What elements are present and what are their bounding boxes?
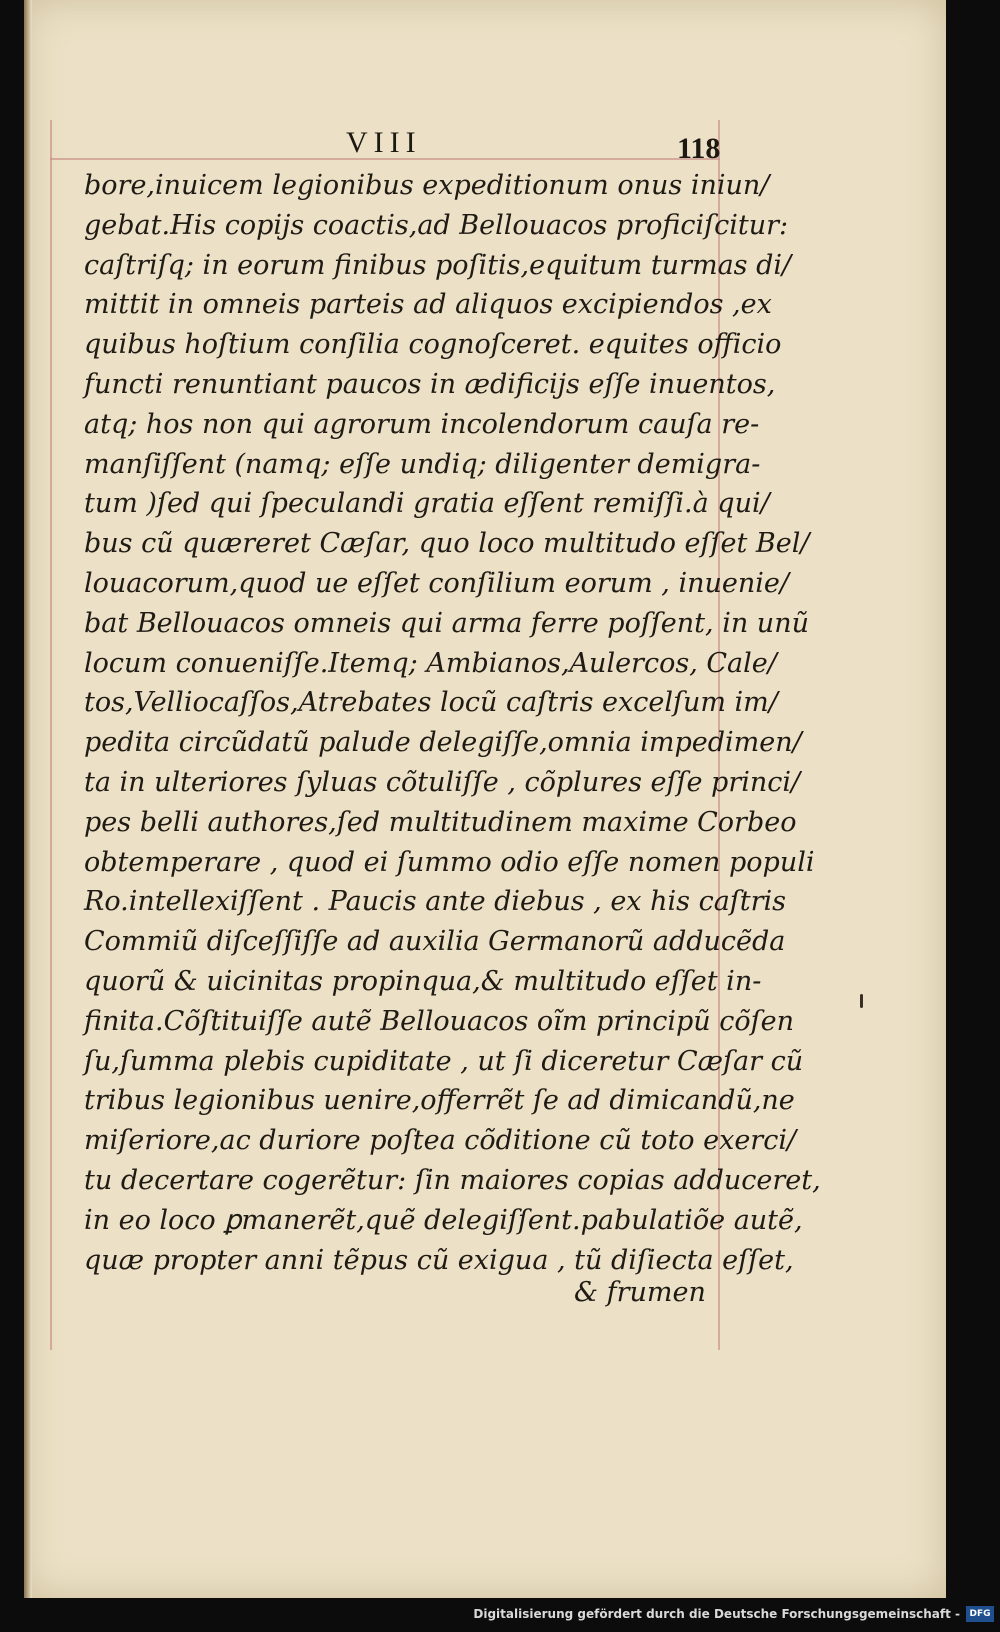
- text-line: miſeriore,ac duriore poſtea cõditione cũ toto exerci/: [84, 1125, 797, 1157]
- text-line: in eo loco ꝑmanerẽt,quẽ delegiſſent.pabulatiõe autẽ,: [84, 1204, 803, 1236]
- text-line: Ro.intellexiſſent . Paucis ante diebus , ex his caſtris: [84, 886, 787, 918]
- page-number: 118: [677, 132, 721, 165]
- text-line: tribus legionibus uenire,offerrẽt ſe ad dimicandũ,ne: [84, 1085, 795, 1117]
- footer-bar: [0, 1598, 1000, 1632]
- text-line: tos,Velliocaſſos,Atrebates locũ caſtris excelſum im/: [84, 687, 778, 719]
- text-line: ſu,ſumma plebis cupiditate , ut ſi diceretur Cæſar cũ: [84, 1045, 804, 1077]
- text-line: ta in ulteriores ſyluas cõtuliſſe , cõplures eſſe princi/: [84, 766, 801, 798]
- ink-blot: [860, 994, 863, 1008]
- text-line: bus cũ quæreret Cæſar, quo loco multitudo eſſet Bel/: [84, 528, 810, 560]
- text-line: manſiſſent (namq; eſſe undiq; diligenter demigra-: [84, 448, 761, 480]
- text-line: quorũ & uicinitas propinqua,& multitudo eſſet in-: [84, 965, 762, 997]
- text-line: bat Bellouacos omneis qui arma ferre poſſent, in unũ: [84, 607, 809, 639]
- text-line: louacorum,quod ue eſſet conſilium eorum , inuenie/: [84, 567, 789, 599]
- dfg-logo-icon: DFG: [966, 1606, 994, 1622]
- text-line: pes belli authores,ſed multitudinem maxime Corbeo: [84, 806, 797, 838]
- text-line: quibus hoſtium conſilia cognoſceret. equites officio: [84, 329, 782, 361]
- funding-credit: Digitalisierung gefördert durch die Deutsche Forschungsgemeinschaft -: [473, 1607, 960, 1621]
- text-line: atq; hos non qui agrorum incolendorum cauſa re-: [84, 408, 760, 440]
- text-line: gebat.His copijs coactis,ad Bellouacos proficiſcitur:: [84, 209, 789, 241]
- text-line: finita.Cõſtituiſſe autẽ Bellouacos oĩm principũ cõſen: [84, 1005, 794, 1037]
- book-page: [24, 0, 946, 1598]
- text-line: functi renuntiant paucos in ædificijs eſſe inuentos,: [84, 368, 776, 400]
- text-line: mittit in omneis parteis ad aliquos excipiendos ,ex: [84, 289, 772, 321]
- catchword: & frumen: [574, 1277, 706, 1308]
- text-line: bore,inuicem legionibus expeditionum onus iniun/: [84, 170, 770, 201]
- text-line: caſtriſq; in eorum finibus poſitis,equitum turmas di/: [84, 249, 792, 281]
- text-block: [84, 166, 821, 1280]
- running-head: VIII: [346, 126, 422, 159]
- text-line: Commiũ diſceſſiſſe ad auxilia Germanorũ adducẽda: [84, 926, 786, 958]
- text-line: pedita circũdatũ palude delegiſſe,omnia impedimen/: [84, 727, 802, 759]
- text-line: obtemperare , quod ei ſummo odio eſſe nomen populi: [84, 846, 815, 878]
- text-line: quæ propter anni tẽpus cũ exigua , tũ diſiecta eſſet,: [84, 1244, 794, 1276]
- text-line: tu decertare cogerẽtur: ſin maiores copias adduceret,: [84, 1164, 821, 1196]
- red-margin-rule-left: [50, 120, 52, 1350]
- text-line: tum )ſed qui ſpeculandi gratia eſſent remiſſi.à qui/: [84, 488, 770, 520]
- text-line: locum conueniſſe.Itemq; Ambianos,Aulercos, Cale/: [84, 647, 777, 679]
